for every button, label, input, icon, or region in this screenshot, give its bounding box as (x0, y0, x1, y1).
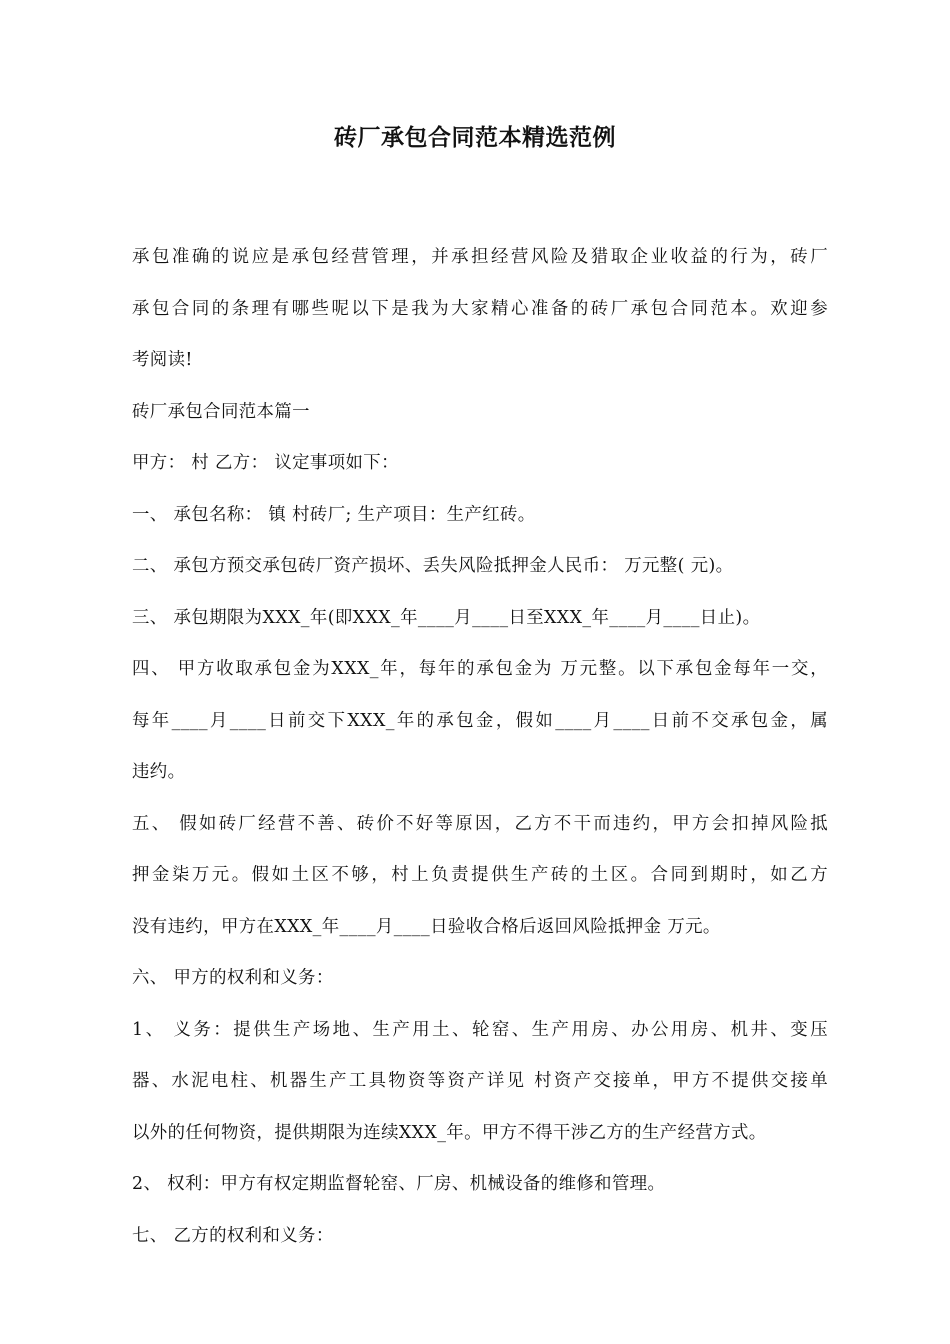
clause-line: 三、 承包期限为XXX_年(即XXX_年____月____日至XXX_年____月____日止)。 (132, 607, 761, 628)
document-body (132, 241, 828, 1271)
clause-line: 押金柒万元。假如土区不够，村上负责提供生产砖的土区。合同到期时，如乙方 (132, 865, 828, 885)
clause-line: 一、 承包名称： 镇 村砖厂; 生产项目：生产红砖。 (132, 504, 536, 525)
clause-line: 违约。 (132, 762, 186, 782)
clause-line: 器、水泥电柱、机器生产工具物资等资产详见 村资产交接单，甲方不提供交接单 (132, 1071, 828, 1091)
clause-line: 以外的任何物资，提供期限为连续XXX_年。甲方不得干涉乙方的生产经营方式。 (132, 1122, 767, 1143)
clause-line: 每年____月____日前交下XXX_年的承包金，假如____月____日前不交承包金，属 (132, 710, 828, 731)
clause-line: 1、 义务：提供生产场地、生产用土、轮窑、生产用房、办公用房、机井、变压 (132, 1019, 828, 1040)
clause-line: 七、 乙方的权利和义务： (132, 1225, 334, 1246)
clause-line: 六、 甲方的权利和义务： (132, 968, 334, 988)
paragraph-line: 考阅读! (132, 350, 193, 370)
clause-line: 四、 甲方收取承包金为XXX_年，每年的承包金为 万元整。以下承包金每年一交， (132, 659, 828, 679)
clause-line: 2、 权利：甲方有权定期监督轮窑、厂房、机械设备的维修和管理。 (132, 1174, 666, 1194)
parties-line: 甲方： 村 乙方： 议定事项如下： (132, 453, 399, 473)
clause-line: 五、 假如砖厂经营不善、砖价不好等原因，乙方不干而违约，甲方会扣掉风险抵 (132, 813, 828, 834)
paragraph-line: 承包合同的条理有哪些呢以下是我为大家精心准备的砖厂承包合同范本。欢迎参 (132, 298, 828, 319)
section-heading: 砖厂承包合同范本篇一 (132, 401, 310, 422)
document-title: 砖厂承包合同范本精选范例 (334, 125, 616, 151)
clause-line: 没有违约，甲方在XXX_年____月____日验收合格后返回风险抵押金 万元。 (132, 916, 721, 937)
clause-line: 二、 承包方预交承包砖厂资产损坏、丢失风险抵押金人民币： 万元整( 元)。 (132, 556, 734, 576)
paragraph-line: 承包准确的说应是承包经营管理，并承担经营风险及猎取企业收益的行为，砖厂 (132, 247, 828, 267)
